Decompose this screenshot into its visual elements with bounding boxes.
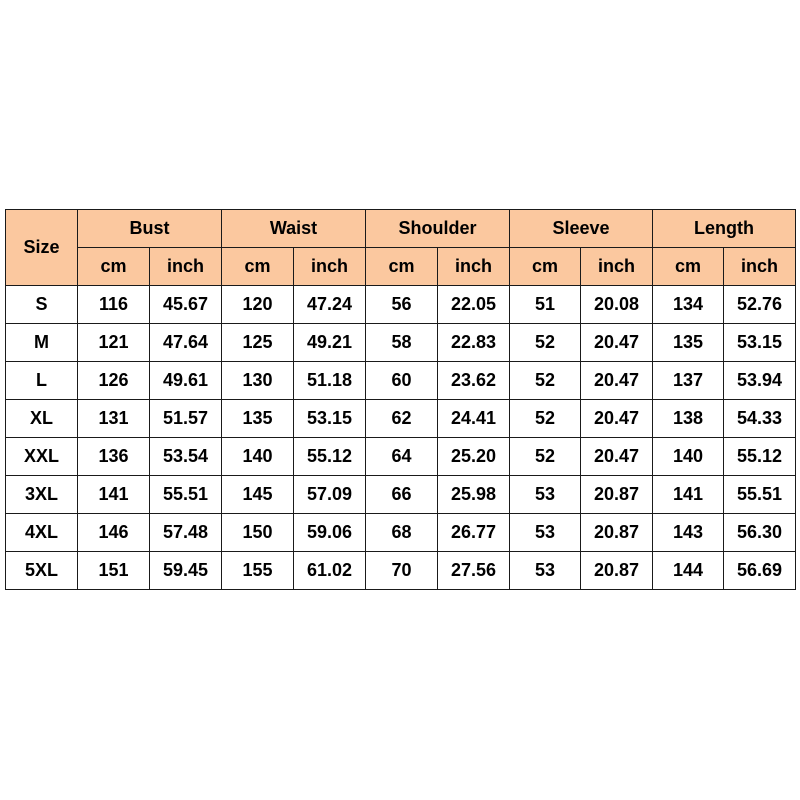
waist-cm-cell: 150 (222, 514, 294, 552)
shoulder-cm-cell: 60 (366, 362, 438, 400)
sleeve-inch-header: inch (581, 248, 653, 286)
shoulder-cm-cell: 62 (366, 400, 438, 438)
sleeve-inch-cell: 20.08 (581, 286, 653, 324)
measurement-header-row (6, 210, 796, 248)
size-label-cell: 5XL (6, 552, 78, 590)
bust-cm-cell: 141 (78, 476, 150, 514)
length-header: Length (653, 210, 796, 248)
bust-inch-cell: 53.54 (150, 438, 222, 476)
bust-inch-cell: 51.57 (150, 400, 222, 438)
size-label-cell: XL (6, 400, 78, 438)
shoulder-inch-cell: 27.56 (438, 552, 510, 590)
size-column-header: Size (6, 210, 78, 286)
table-row (6, 324, 796, 362)
sleeve-inch-cell: 20.87 (581, 552, 653, 590)
sleeve-inch-cell: 20.87 (581, 476, 653, 514)
shoulder-header: Shoulder (366, 210, 510, 248)
length-cm-cell: 134 (653, 286, 724, 324)
sleeve-inch-cell: 20.87 (581, 514, 653, 552)
sleeve-inch-cell: 20.47 (581, 438, 653, 476)
waist-inch-cell: 61.02 (294, 552, 366, 590)
length-cm-cell: 143 (653, 514, 724, 552)
bust-inch-cell: 45.67 (150, 286, 222, 324)
table-row (6, 438, 796, 476)
sleeve-inch-cell: 20.47 (581, 324, 653, 362)
waist-cm-cell: 130 (222, 362, 294, 400)
shoulder-inch-cell: 26.77 (438, 514, 510, 552)
length-inch-cell: 53.94 (724, 362, 796, 400)
bust-inch-cell: 57.48 (150, 514, 222, 552)
shoulder-inch-cell: 22.83 (438, 324, 510, 362)
length-inch-cell: 54.33 (724, 400, 796, 438)
bust-cm-cell: 146 (78, 514, 150, 552)
length-inch-cell: 56.69 (724, 552, 796, 590)
table-row (6, 476, 796, 514)
bust-inch-cell: 59.45 (150, 552, 222, 590)
size-label-cell: 4XL (6, 514, 78, 552)
size-label-cell: M (6, 324, 78, 362)
length-inch-cell: 53.15 (724, 324, 796, 362)
bust-inch-cell: 49.61 (150, 362, 222, 400)
length-inch-cell: 55.12 (724, 438, 796, 476)
waist-cm-cell: 120 (222, 286, 294, 324)
waist-header: Waist (222, 210, 366, 248)
waist-inch-cell: 51.18 (294, 362, 366, 400)
shoulder-inch-cell: 22.05 (438, 286, 510, 324)
sleeve-cm-cell: 53 (510, 514, 581, 552)
unit-header-row (6, 248, 796, 286)
waist-cm-cell: 145 (222, 476, 294, 514)
length-inch-cell: 56.30 (724, 514, 796, 552)
table-row (6, 514, 796, 552)
size-chart-table (5, 209, 796, 590)
waist-cm-cell: 155 (222, 552, 294, 590)
length-inch-cell: 52.76 (724, 286, 796, 324)
size-label-cell: L (6, 362, 78, 400)
size-label-cell: XXL (6, 438, 78, 476)
table-row (6, 552, 796, 590)
waist-inch-cell: 55.12 (294, 438, 366, 476)
bust-cm-cell: 126 (78, 362, 150, 400)
sleeve-inch-cell: 20.47 (581, 400, 653, 438)
bust-cm-header: cm (78, 248, 150, 286)
shoulder-inch-cell: 24.41 (438, 400, 510, 438)
bust-cm-cell: 131 (78, 400, 150, 438)
length-cm-cell: 144 (653, 552, 724, 590)
bust-inch-cell: 55.51 (150, 476, 222, 514)
sleeve-header: Sleeve (510, 210, 653, 248)
waist-inch-cell: 59.06 (294, 514, 366, 552)
sleeve-cm-cell: 52 (510, 362, 581, 400)
sleeve-cm-cell: 53 (510, 552, 581, 590)
waist-cm-cell: 140 (222, 438, 294, 476)
waist-inch-cell: 57.09 (294, 476, 366, 514)
shoulder-inch-cell: 23.62 (438, 362, 510, 400)
bust-cm-cell: 121 (78, 324, 150, 362)
sleeve-cm-cell: 52 (510, 400, 581, 438)
table-row (6, 362, 796, 400)
waist-cm-header: cm (222, 248, 294, 286)
shoulder-cm-cell: 56 (366, 286, 438, 324)
length-inch-cell: 55.51 (724, 476, 796, 514)
sleeve-cm-cell: 53 (510, 476, 581, 514)
shoulder-cm-cell: 64 (366, 438, 438, 476)
length-cm-cell: 140 (653, 438, 724, 476)
table-row (6, 286, 796, 324)
shoulder-cm-cell: 68 (366, 514, 438, 552)
sleeve-cm-header: cm (510, 248, 581, 286)
size-label-cell: S (6, 286, 78, 324)
shoulder-inch-cell: 25.20 (438, 438, 510, 476)
shoulder-cm-cell: 66 (366, 476, 438, 514)
waist-inch-cell: 47.24 (294, 286, 366, 324)
bust-cm-cell: 151 (78, 552, 150, 590)
size-label-cell: 3XL (6, 476, 78, 514)
bust-header: Bust (78, 210, 222, 248)
length-cm-cell: 138 (653, 400, 724, 438)
bust-inch-cell: 47.64 (150, 324, 222, 362)
bust-cm-cell: 136 (78, 438, 150, 476)
bust-cm-cell: 116 (78, 286, 150, 324)
sleeve-cm-cell: 52 (510, 324, 581, 362)
waist-cm-cell: 135 (222, 400, 294, 438)
length-cm-cell: 135 (653, 324, 724, 362)
shoulder-cm-cell: 70 (366, 552, 438, 590)
length-cm-cell: 137 (653, 362, 724, 400)
shoulder-cm-cell: 58 (366, 324, 438, 362)
sleeve-inch-cell: 20.47 (581, 362, 653, 400)
length-inch-header: inch (724, 248, 796, 286)
waist-cm-cell: 125 (222, 324, 294, 362)
sleeve-cm-cell: 52 (510, 438, 581, 476)
waist-inch-header: inch (294, 248, 366, 286)
waist-inch-cell: 49.21 (294, 324, 366, 362)
length-cm-cell: 141 (653, 476, 724, 514)
shoulder-inch-cell: 25.98 (438, 476, 510, 514)
waist-inch-cell: 53.15 (294, 400, 366, 438)
table-row (6, 400, 796, 438)
size-chart-body (6, 286, 796, 590)
length-cm-header: cm (653, 248, 724, 286)
shoulder-inch-header: inch (438, 248, 510, 286)
shoulder-cm-header: cm (366, 248, 438, 286)
bust-inch-header: inch (150, 248, 222, 286)
sleeve-cm-cell: 51 (510, 286, 581, 324)
